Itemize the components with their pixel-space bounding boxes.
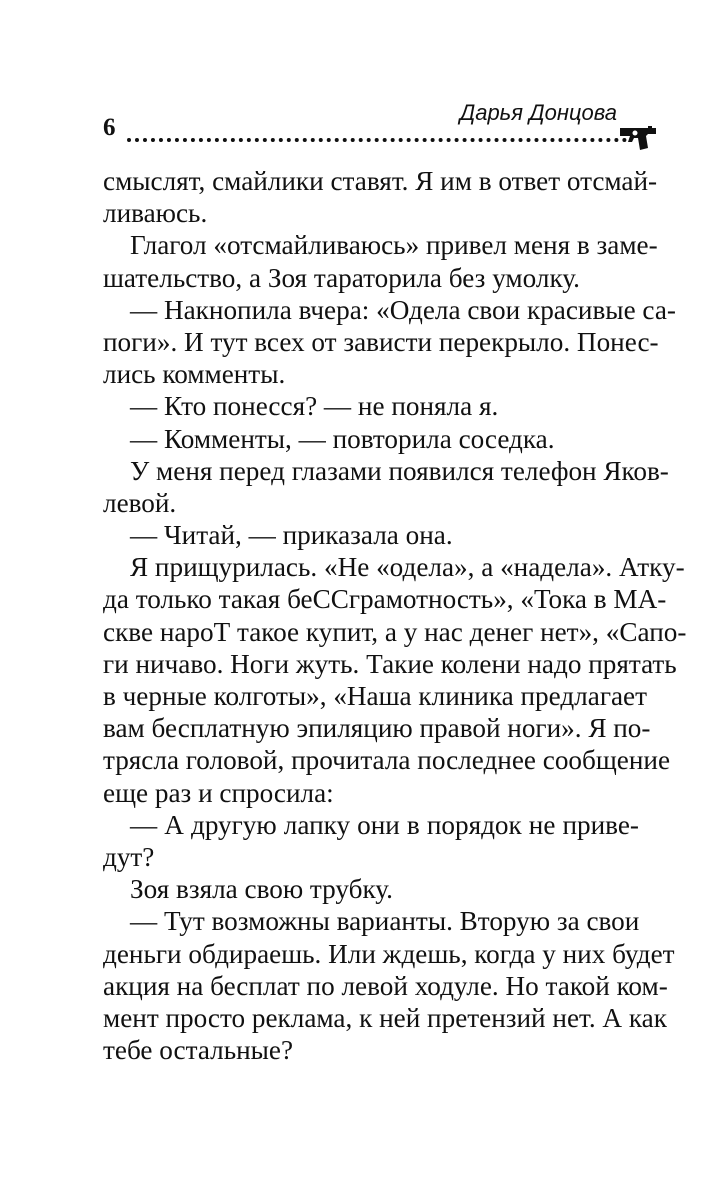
text-line: лись комменты. [103,359,286,390]
text-line: — Накнопила вчера: «Одела свои красивые са- [130,294,676,325]
text-line: — Кто понесся? — не поняла я. [130,391,499,422]
text-line: трясла головой, прочитала последнее сообщение [103,745,671,776]
paragraph [103,294,676,391]
text-line: акция на бесплат по левой ходуле. Но такой ком- [103,970,668,1001]
text-line: дут? [103,841,155,872]
text-line: мент просто реклама, к ней претензий нет. А как [103,1002,667,1033]
paragraph [103,423,639,455]
paragraph [103,905,675,1066]
paragraph [103,455,669,519]
text-line: — Комменты, — повторила соседка. [130,423,555,454]
text-line: поги». И тут всех от зависти перекрыло. Понес- [103,326,659,357]
text-line: Я прищурилась. «Не «одела», а «надела». Атку- [130,552,685,583]
paragraph [103,873,639,905]
text-line: — Тут возможны варианты. Вторую за свои [130,906,640,937]
author-name: Дарья Донцова [459,100,617,125]
text-line: еще раз и спросила: [103,777,334,808]
text-line: шательство, а Зоя тараторила без умолку. [103,262,580,293]
text-line: У меня перед глазами появился телефон Яков- [130,455,669,486]
paragraph [103,551,687,809]
text-line: вам бесплатную эпиляцию правой ноги». Я по- [103,713,651,744]
paragraph [103,165,658,229]
dotted-leader [127,138,627,142]
text-line: левой. [103,487,177,518]
paragraph [103,519,639,551]
text-line: ги ничаво. Ноги жуть. Такие колени надо прятать [103,648,677,679]
text-line: скве нароТ такое купит, а у нас денег нет», «Сапо- [103,616,687,647]
revolver-icon [618,122,658,152]
page-number: 6 [103,114,116,141]
text-line: Зоя взяла свою трубку. [130,874,393,905]
text-line: ливаюсь. [103,198,208,229]
text-line: тебе остальные? [103,1035,294,1066]
paragraph [103,809,639,873]
paragraph [103,229,658,293]
running-header [103,100,655,150]
text-line: деньги обдираешь. Или ждешь, когда у них будет [103,938,675,969]
text-line: в черные колготы», «Наша клиника предлагает [103,681,647,711]
body-text [103,165,687,1066]
paragraph [103,390,639,422]
text-line: — Читай, — приказала она. [130,520,453,551]
text-line: Глагол «отсмайливаюсь» привел меня в заме- [130,230,658,261]
text-line: — А другую лапку они в порядок не приве- [130,809,639,840]
text-line: смыслят, смайлики ставят. Я им в ответ отсмай- [103,166,658,196]
text-line: да только такая беССграмотность», «Тока в МА- [103,584,667,615]
